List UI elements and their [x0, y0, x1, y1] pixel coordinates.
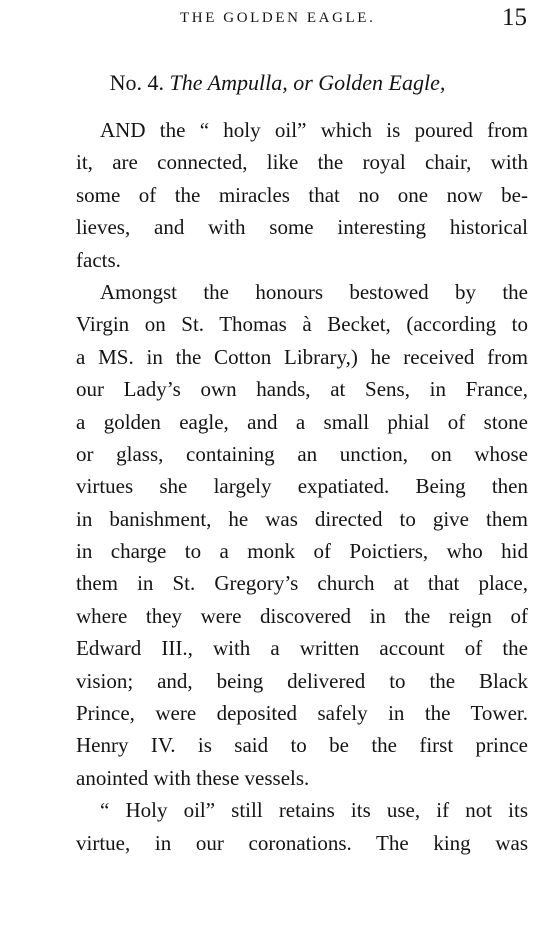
page-number: 15	[502, 4, 527, 31]
running-title: THE GOLDEN EAGLE.	[180, 10, 376, 26]
text-line: it, are connected, like the royal chair, with	[76, 150, 528, 175]
text-line: virtue, in our coronations. The king was	[76, 830, 528, 855]
text-line: Henry IV. is said to be the first prince	[76, 733, 528, 758]
body-text	[76, 114, 528, 859]
text-line: them in St. Gregory’s church at that place,	[76, 571, 528, 596]
text-line: lieves, and with some interesting historical	[76, 215, 528, 240]
text-line: some of the miracles that no one now be-	[76, 182, 528, 207]
text-line: vision; and, being delivered to the Black	[76, 668, 528, 693]
text-line: Edward III., with a written account of the	[76, 636, 528, 661]
text-line: our Lady’s own hands, at Sens, in France,	[76, 377, 528, 402]
text-line: facts.	[76, 247, 121, 272]
paragraph	[76, 114, 528, 276]
running-header	[0, 4, 555, 34]
paragraph	[76, 276, 528, 794]
text-line: virtues she largely expatiated. Being then	[76, 474, 528, 499]
paragraph	[76, 794, 528, 859]
section-title: The Ampulla, or Golden Eagle,	[169, 70, 446, 95]
section-number: No. 4.	[109, 70, 165, 95]
text-line: AND the “ holy oil” which is poured from	[100, 118, 528, 142]
text-line: a MS. in the Cotton Library,) he received from	[76, 344, 528, 369]
text-line: anointed with these vessels.	[76, 765, 310, 790]
text-line: Prince, were deposited safely in the Tower.	[76, 701, 528, 726]
text-line: Amongst the honours bestowed by the	[100, 279, 528, 304]
text-line: in charge to a monk of Poictiers, who hid	[76, 539, 528, 564]
text-line: or glass, containing an unction, on whose	[76, 441, 528, 466]
text-line: where they were discovered in the reign of	[76, 603, 528, 628]
text-line: in banishment, he was directed to give them	[76, 506, 528, 531]
text-line: a golden eagle, and a small phial of stone	[76, 409, 528, 434]
text-line: Virgin on St. Thomas à Becket, (according to	[76, 312, 528, 337]
section-heading	[0, 70, 555, 96]
text-line: “ Holy oil” still retains its use, if not its	[100, 798, 528, 823]
